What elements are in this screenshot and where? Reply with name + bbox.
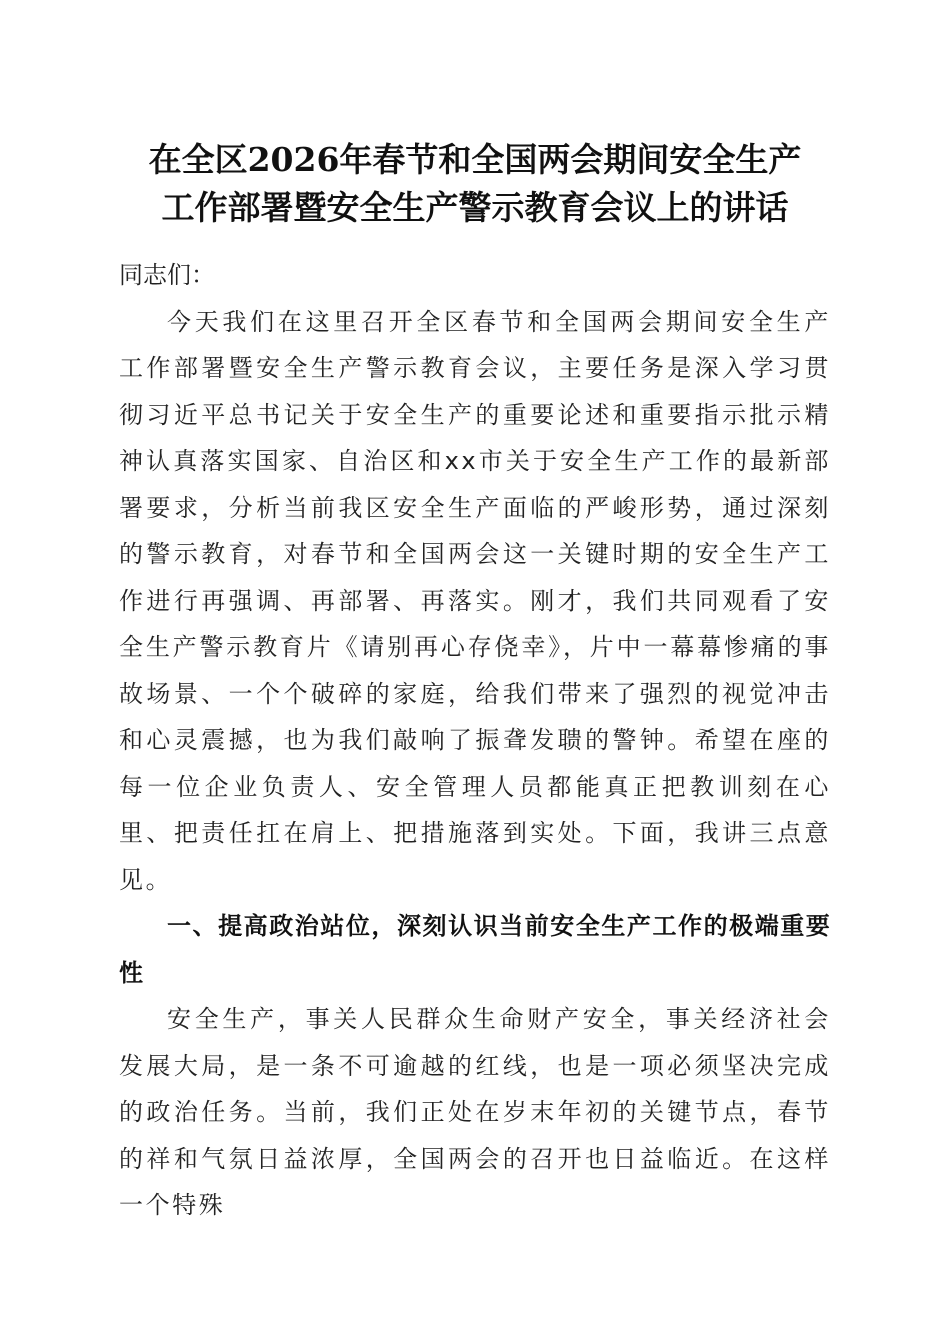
- title-line-1: 在全区2026年春节和全国两会期间安全生产: [148, 140, 802, 179]
- document-title: [100, 136, 850, 232]
- title-line-2: 工作部署暨安全生产警示教育会议上的讲话: [161, 188, 789, 227]
- document-body: [119, 252, 831, 1229]
- section-heading-1: 一、提高政治站位，深刻认识当前安全生产工作的极端重要性: [119, 912, 831, 987]
- paragraph-section-1: 安全生产，事关人民群众生命财产安全，事关经济社会发展大局，是一条不可逾越的红线，也是一项必须坚决完成的政治任务。当前，我们正处在岁末年初的关键节点，春节的祥和气氛日益浓厚，全国两会的召开也日益临近。在这样一个特殊: [119, 1005, 831, 1219]
- salutation: 同志们：: [119, 261, 215, 289]
- paragraph-intro: 今天我们在这里召开全区春节和全国两会期间安全生产工作部署暨安全生产警示教育会议，主要任务是深入学习贯彻习近平总书记关于安全生产的重要论述和重要指示批示精神认真落实国家、自治区和xx市关于安全生产工作的最新部署要求，分析当前我区安全生产面临的严峻形势，通过深刻的警示教育，对春节和全国两会这一关键时期的安全生产工作进行再强调、再部署、再落实。刚才，我们共同观看了安全生产警示教育片《请别再心存侥幸》，片中一幕幕惨痛的事故场景、一个个破碎的家庭，给我们带来了强烈的视觉冲击和心灵震撼，也为我们敲响了振聋发聩的警钟。希望在座的每一位企业负责人、安全管理人员都能真正把教训刻在心里、把责任扛在肩上、把措施落到实处。下面，我讲三点意见。: [119, 307, 831, 894]
